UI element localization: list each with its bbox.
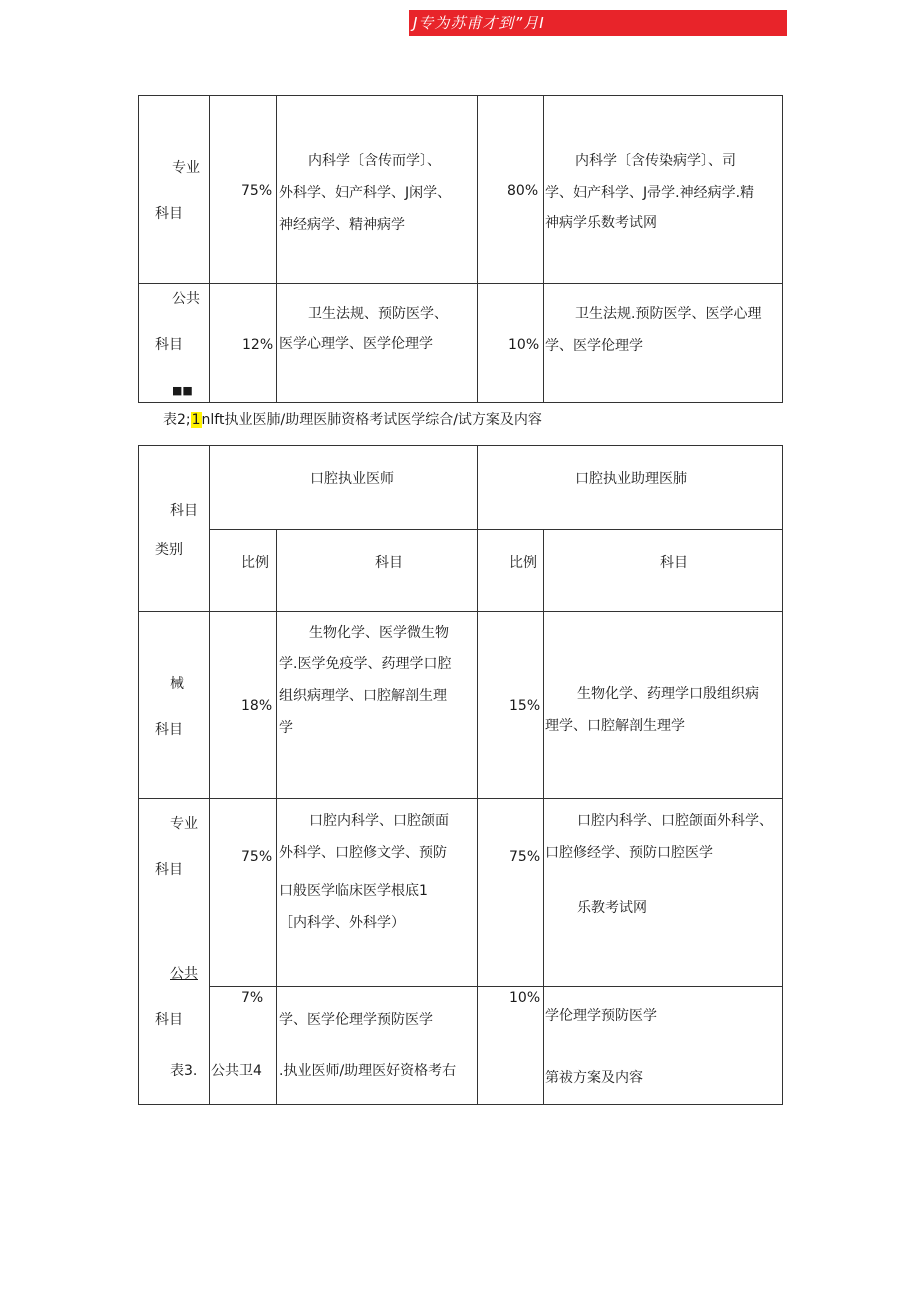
- caption-fragment: .执业医师/助理医好资格考右: [279, 1063, 457, 1079]
- ratio-value: 10%: [508, 337, 540, 353]
- ratio-value: 80%: [507, 183, 539, 199]
- subject-text: 医学心理学、医学伦理学: [279, 336, 433, 352]
- subject-text: 学、医学伦理学: [545, 338, 643, 354]
- row-label: 科目: [155, 1012, 183, 1028]
- column-header: 科目: [660, 555, 688, 571]
- column-header: 比例: [509, 555, 537, 571]
- ratio-value: 10%: [509, 990, 541, 1006]
- ratio-value: 18%: [241, 698, 273, 714]
- subject-text: 内科学〔含传而学〕、: [308, 153, 441, 169]
- subject-text: 学.医学免疫学、药理学口腔: [279, 656, 452, 672]
- row-label: 科目: [155, 206, 183, 222]
- row-label: 专业: [170, 816, 198, 832]
- subject-text: 口腔内科学、口腔颌面: [309, 813, 449, 829]
- column-header: 科目: [375, 555, 403, 571]
- subject-text: 外科学、口腔修文学、预防: [279, 845, 447, 861]
- subject-text: 生物化学、医学微生物: [309, 625, 449, 641]
- subject-text: 理学、口腔解剖生理学: [545, 718, 685, 734]
- caption-prefix: 表2;: [163, 412, 191, 428]
- subject-text: 外科学、妇产科学、J闲学、: [279, 185, 452, 201]
- row-label: 械: [170, 676, 184, 692]
- ratio-value: 12%: [242, 337, 274, 353]
- group-header: 口腔执业助理医肺: [575, 471, 687, 487]
- subject-text: 生物化学、药理学口殷组织病: [577, 686, 759, 702]
- ratio-value: 75%: [241, 183, 273, 199]
- corner-label: 科目: [170, 503, 198, 519]
- ratio-value: 7%: [241, 990, 264, 1006]
- caption-fragment: 第祓方案及内容: [545, 1070, 643, 1086]
- table-caption: [163, 410, 542, 430]
- ratio-value: 75%: [509, 849, 541, 865]
- watermark-note: 乐教考试网: [577, 900, 647, 916]
- header-banner: J专为苏甫才到”月I: [409, 10, 787, 36]
- row-label: 科目: [155, 862, 183, 878]
- ratio-value: 15%: [509, 698, 541, 714]
- row-label: 科目: [155, 722, 183, 738]
- subject-text: 神病学乐数考试网: [545, 215, 657, 231]
- caption-highlight: 1: [191, 412, 201, 428]
- column-header: 比例: [241, 555, 269, 571]
- subject-text: 学伦理学预防医学: [545, 1008, 657, 1024]
- caption-fragment: 表3.: [170, 1063, 198, 1079]
- subject-text: 口般医学临床医学根底1: [279, 883, 428, 899]
- subject-text: 学、妇产科学、J帚学.神经病学.精: [545, 185, 755, 201]
- subject-text: ［内科学、外科学）: [279, 915, 405, 931]
- ratio-value: 75%: [241, 849, 273, 865]
- subject-text: 口腔修经学、预防口腔医学: [545, 845, 713, 861]
- subject-text: 卫生法规.预防医学、医学心理: [575, 306, 762, 322]
- marks: ■■: [172, 384, 193, 397]
- subject-text: 口腔内科学、口腔颌面外科学、: [577, 813, 773, 829]
- subject-text: 内科学〔含传染病学〕、司: [575, 153, 736, 169]
- caption-text: nlft执业医肺/助理医肺资格考试医学综合/试方案及内容: [201, 412, 542, 428]
- subject-text: 卫生法规、预防医学、: [308, 306, 448, 322]
- corner-label: 类别: [155, 542, 183, 558]
- caption-fragment: 公共卫4: [211, 1063, 262, 1079]
- subject-text: 组织病理学、口腔解剖生理: [279, 688, 447, 704]
- subject-text: 神经病学、精神病学: [279, 217, 405, 233]
- subject-text: 学: [279, 720, 293, 736]
- row-label: 专业: [172, 160, 200, 176]
- row-label: 科目: [155, 337, 183, 353]
- group-header: 口腔执业医师: [310, 471, 394, 487]
- row-label: 公共: [172, 291, 200, 307]
- row-label: 公共: [170, 966, 198, 982]
- subject-text: 学、医学伦理学预防医学: [279, 1012, 433, 1028]
